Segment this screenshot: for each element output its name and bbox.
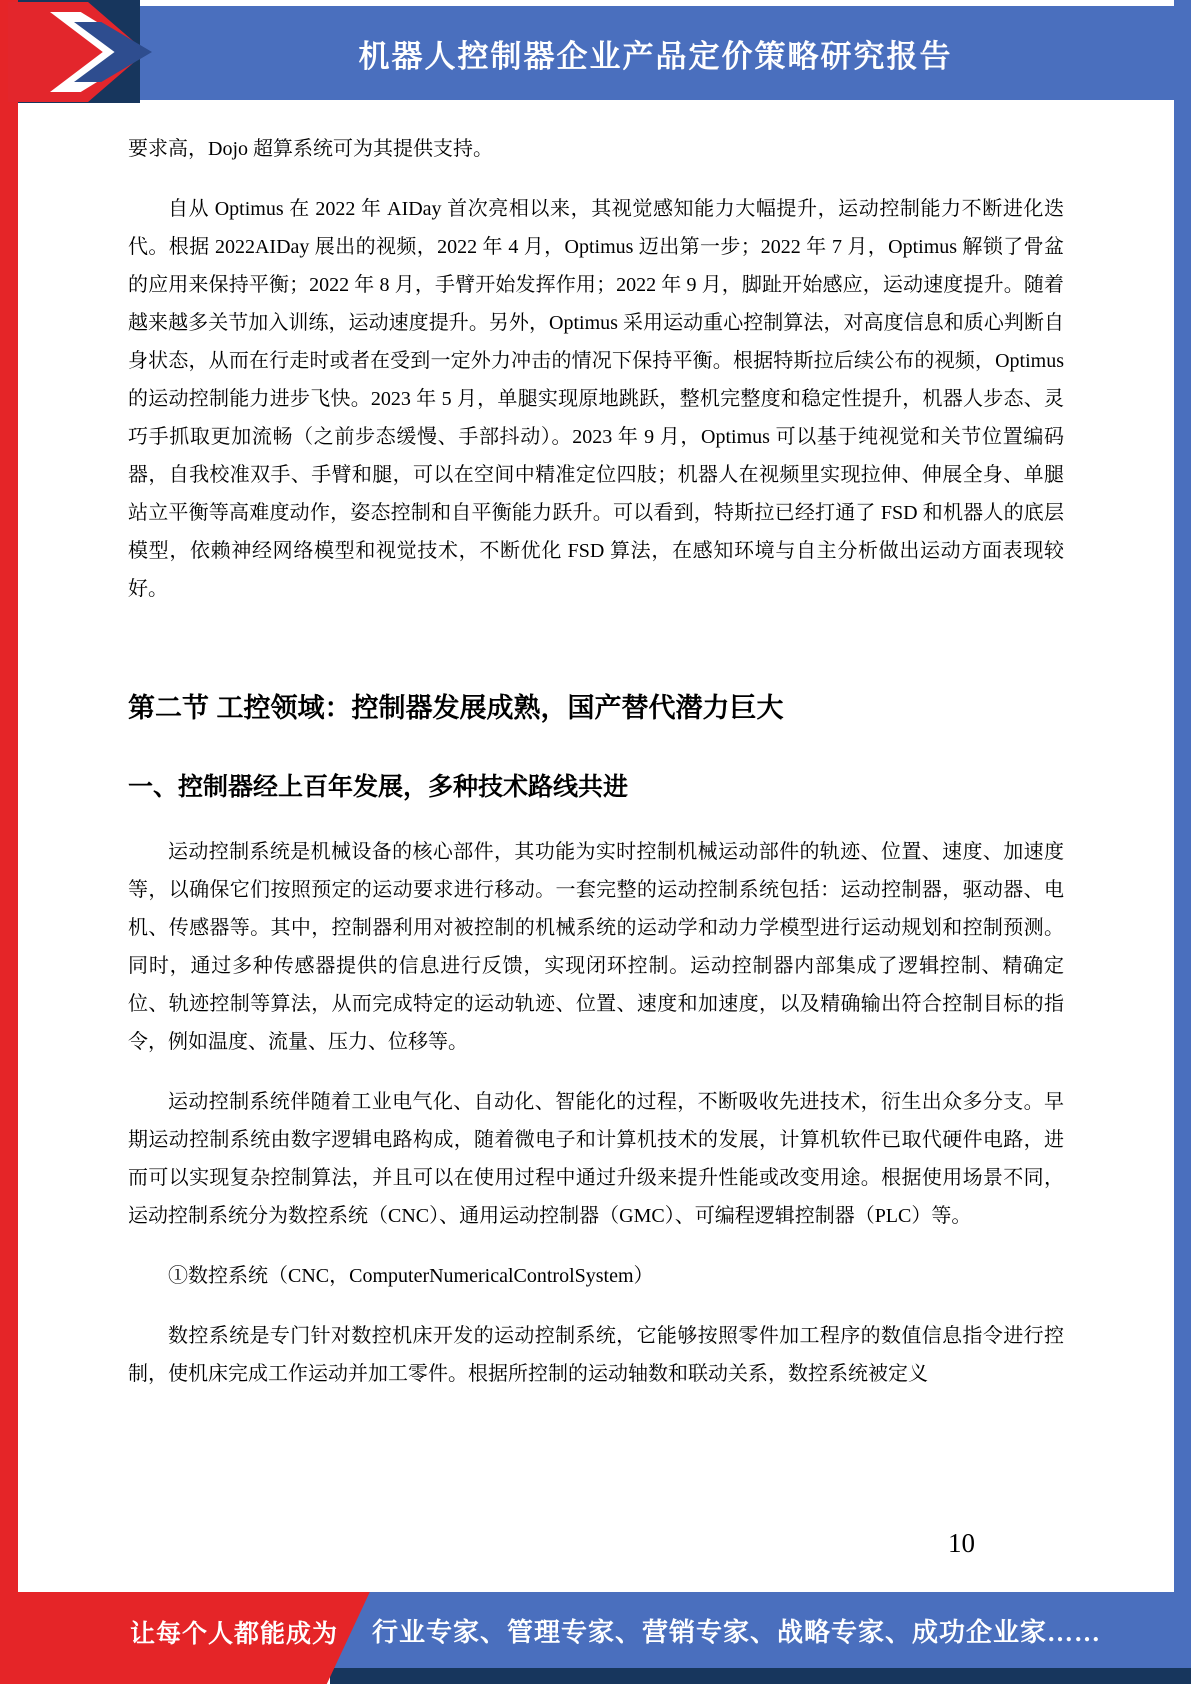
footer-slogan-right: 行业专家、管理专家、营销专家、战略专家、成功企业家…… [372, 1618, 1102, 1647]
header-banner [0, 0, 1191, 110]
report-title: 机器人控制器企业产品定价策略研究报告 [358, 38, 953, 74]
paragraph-intro: 要求高，Dojo 超算系统可为其提供支持。 [128, 138, 493, 160]
paragraph-optimus: 自从 Optimus 在 2022 年 AIDay 首次亮相以来，其视觉感知能力大幅提升，运动控制能力不断进化迭代。根据 2022AIDay 展出的视频，2022 年 4 月，Optimus 迈出第一步；2022 年 7 月，Optimus 解锁了骨盆的应用来保持平衡；2022 年 8 月，手臂开始发挥作用；2022 年 9 月，脚趾开始感应，运动速度提升。随着越来越多关节加入训练，运动速度提升。另外，Optimus 采用运动重心控制算法，对高度信息和质心判断自身状态，从而在行走时或者在受到一定外力冲击的情况下保持平衡。根据特斯拉后续公布的视频，Optimus 的运动控制能力进步飞快。2023 年 5 月，单腿实现原地跳跃，整机完整度和稳定性提升，机器人步态、灵巧手抓取更加流畅（之前步态缓慢、手部抖动）。2023 年 9 月，Optimus 可以基于纯视觉和关节位置编码器，自我校准双手、手臂和腿，可以在空间中精准定位四肢；机器人在视频里实现拉伸、伸展全身、单腿站立平衡等高难度动作，姿态控制和自平衡能力跃升。可以看到，特斯拉已经打通了 FSD 和机器人的底层模型，依赖神经网络模型和视觉技术，不断优化 FSD 算法，在感知环境与自主分析做出运动方面表现较好。 [128, 198, 1064, 600]
footer-band [0, 1592, 1191, 1684]
footer-navy-strip [330, 1668, 1191, 1684]
footer-slogan-left: 让每个人都能成为 [130, 1620, 339, 1648]
subsection-heading: 一、控制器经上百年发展，多种技术路线共进 [128, 773, 629, 801]
left-edge-red-strip [0, 0, 18, 1684]
document-body [128, 130, 1064, 1393]
paragraph-cnc-label: ①数控系统（CNC，ComputerNumericalControlSystem） [168, 1265, 654, 1287]
paragraph-cnc-desc: 数控系统是专门针对数控机床开发的运动控制系统，它能够按照零件加工程序的数值信息指令进行控制，使机床完成工作运动并加工零件。根据所控制的运动轴数和联动关系，数控系统被定义 [128, 1325, 1064, 1385]
page-number: 10 [948, 1528, 975, 1558]
paragraph-motion-2: 运动控制系统伴随着工业电气化、自动化、智能化的过程，不断吸收先进技术，衍生出众多分支。早期运动控制系统由数字逻辑电路构成，随着微电子和计算机技术的发展，计算机软件已取代硬件电路，进而可以实现复杂控制算法，并且可以在使用过程中通过升级来提升性能或改变用途。根据使用场景不同，运动控制系统分为数控系统（CNC）、通用运动控制器（GMC）、可编程逻辑控制器（PLC）等。 [128, 1091, 1064, 1227]
paragraph-motion-1: 运动控制系统是机械设备的核心部件，其功能为实时控制机械运动部件的轨迹、位置、速度、加速度等，以确保它们按照预定的运动要求进行移动。一套完整的运动控制系统包括：运动控制器，驱动器、电机、传感器等。其中，控制器利用对被控制的机械系统的运动学和动力学模型进行运动规划和控制预测。同时，通过多种传感器提供的信息进行反馈，实现闭环控制。运动控制器内部集成了逻辑控制、精确定位、轨迹控制等算法，从而完成特定的运动轨迹、位置、速度和加速度，以及精确输出符合控制目标的指令，例如温度、流量、压力、位移等。 [128, 841, 1064, 1053]
section-heading: 第二节 工控领域：控制器发展成熟，国产替代潜力巨大 [128, 693, 784, 723]
right-edge-blue-strip [1174, 0, 1191, 1684]
